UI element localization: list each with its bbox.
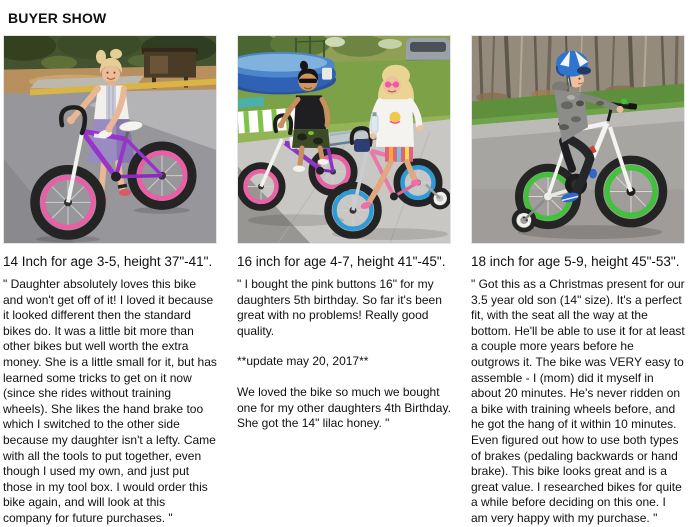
review-16-inch (237, 277, 451, 432)
buyer-photo-14-inch (3, 35, 217, 244)
size-caption-18-inch: 18 inch for age 5-9, height 45"-53". (471, 254, 680, 269)
photo-illustration-girl-purple-bike (4, 36, 216, 243)
review-paragraph: **update may 20, 2017** (237, 354, 369, 369)
review-paragraph: We loved the bike so much we bought one for my other daughters 4th Birthday. She got the 14" lilac honey. " (237, 384, 451, 431)
page-title: BUYER SHOW (8, 10, 107, 26)
buyer-column-18-inch (471, 35, 685, 527)
buyer-column-16-inch (237, 35, 451, 527)
photo-illustration-two-kids-bikes (238, 36, 450, 243)
size-caption-14-inch: 14 Inch for age 3-5, height 37"-41". (3, 254, 213, 269)
review-18-inch (471, 277, 685, 527)
review-paragraph: " Got this as a Christmas present for our 3.5 year old son (14" size). It's a perfect fit, with the seat all the way at the bottom. He'll be able to use it for at least a couple more years before he outgrows it. The bike was VERY easy to assemble - I (mom) did it myself in about 20 minutes. He's never ridden on a bike with training wheels before, and he got the hang of it within 10 minutes. Even figured out how to use both types of brakes (pedaling backwards or hand brake). This bike looks great and is a great value. I researched bikes for quite a while before deciding on this one. I am very happy with my purchase. " (471, 277, 685, 525)
review-14-inch (3, 277, 217, 527)
photo-illustration-boy-green-bike (472, 36, 684, 243)
buyer-show-grid (0, 35, 694, 527)
size-caption-16-inch: 16 inch for age 4-7, height 41"-45". (237, 254, 446, 269)
review-paragraph: " Daughter absolutely loves this bike and won't get off of it! I loved it because it looked different then the standard bikes do. It was a little bit more than other bikes but well worth the extra money. She is a little small for it, but has learned some tricks to get on it now (since she rides without training wheels). She likes the hand brake too which I switched to the other side because my daughter isn't a lefty. Came with all the tools to put together, even though I used my own, and just put those in my tool box. I would order this bike again, and will look at this company for future purchases. " (3, 277, 217, 525)
buyer-column-14-inch (3, 35, 217, 527)
photo2-background (238, 36, 450, 243)
buyer-photo-16-inch (237, 35, 451, 244)
buyer-photo-18-inch (471, 35, 685, 244)
review-paragraph: " I bought the pink buttons 16" for my daughters 5th birthday. So far it's been great with no problems! Really good quality. (237, 277, 442, 338)
